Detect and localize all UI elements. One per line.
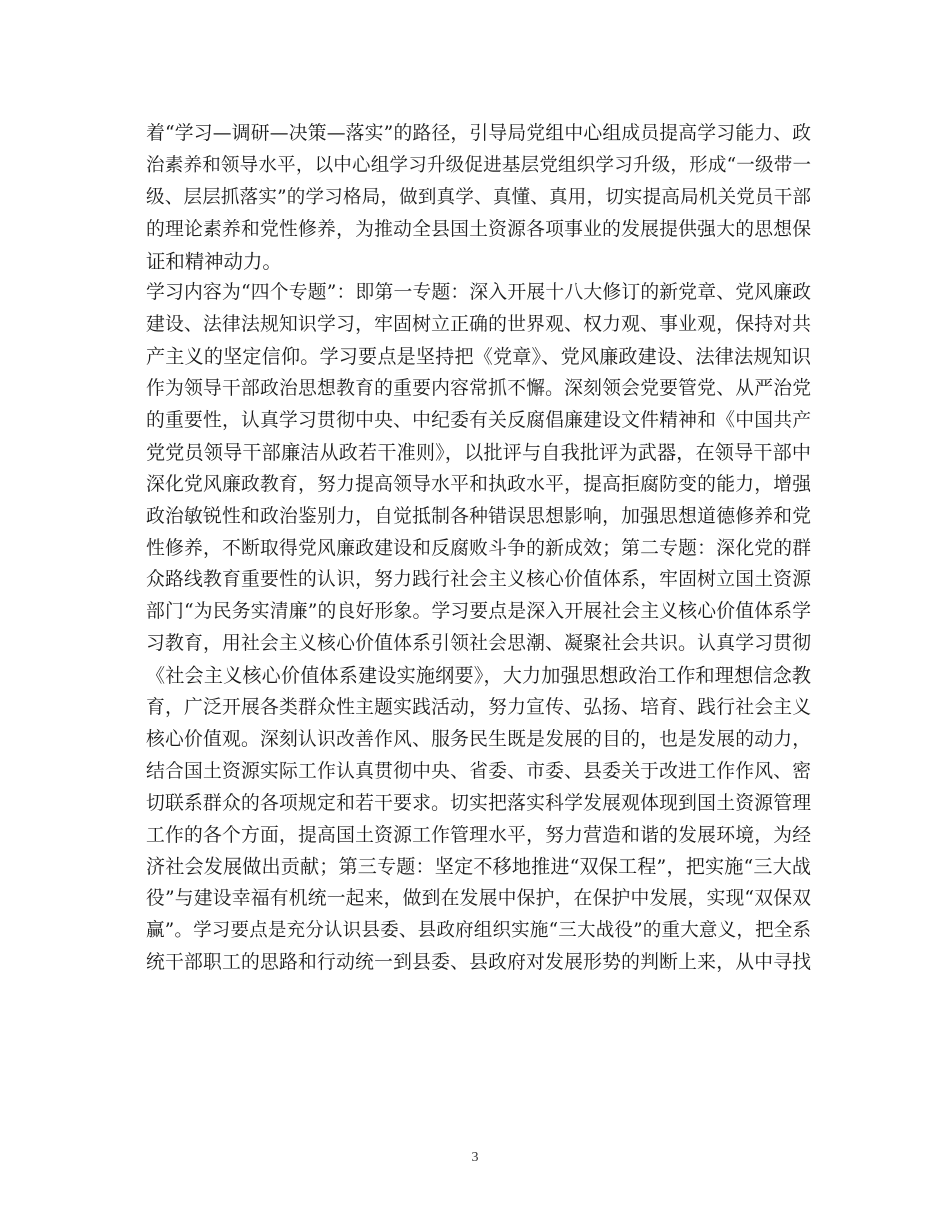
text-line: 育，广泛开展各类群众性主题实践活动，努力宣传、弘扬、培育、践行社会主义 bbox=[146, 697, 811, 719]
text-line: 作为领导干部政治思想教育的重要内容常抓不懈。深刻领会党要管党、从严治党 bbox=[146, 378, 811, 400]
text-line: 党党员领导干部廉洁从政若干准则》，以批评与自我批评为武器，在领导干部中 bbox=[146, 440, 811, 464]
text-line: 核心价值观。深刻认识改善作风、服务民生既是发展的目的，也是发展的动力， bbox=[146, 728, 811, 750]
text-line: 役”与建设幸福有机统一起来，做到在发展中保护，在保护中发展，实现“双保双 bbox=[146, 888, 811, 910]
text-line: 部门“为民务实清廉”的良好形象。学习要点是深入开展社会主义核心价值体系学 bbox=[146, 601, 811, 623]
text-line: 结合国土资源实际工作认真贯彻中央、省委、市委、县委关于改进工作作风、密 bbox=[146, 760, 811, 782]
text-line: 的理论素养和党性修养，为推动全县国土资源各项事业的发展提供强大的思想保 bbox=[146, 218, 811, 240]
text-line: 性修养，不断取得党风廉政建设和反腐败斗争的新成效；第二专题：深化党的群 bbox=[146, 537, 811, 559]
text-line: 习教育，用社会主义核心价值体系引领社会思潮、凝聚社会共识。认真学习贯彻 bbox=[146, 633, 811, 655]
text-line: 济社会发展做出贡献；第三专题：坚定不移地推进“双保工程”，把实施“三大战 bbox=[146, 855, 811, 879]
text-line: 学习内容为“四个专题”：即第一专题：深入开展十八大修订的新党章、党风廉政 bbox=[146, 282, 811, 304]
text-line: 工作的各个方面，提高国土资源工作管理水平，努力营造和谐的发展环境，为经 bbox=[146, 824, 811, 846]
text-line: 政治敏锐性和政治鉴别力，自觉抵制各种错误思想影响，加强思想道德修养和党 bbox=[146, 505, 811, 527]
text-line: 建设、法律法规知识学习，牢固树立正确的世界观、权力观、事业观，保持对共 bbox=[146, 314, 811, 336]
text-line: 深化党风廉政教育，努力提高领导水平和执政水平，提高拒腐防变的能力，增强 bbox=[146, 473, 811, 495]
body-text bbox=[146, 118, 811, 979]
page-number: 3 bbox=[471, 1150, 479, 1165]
text-line: 治素养和领导水平，以中心组学习升级促进基层党组织学习升级，形成“一级带一 bbox=[146, 154, 811, 176]
text-line: 切联系群众的各项规定和若干要求。切实把落实科学发展观体现到国土资源管理 bbox=[146, 792, 811, 814]
text-line: 着“学习—调研—决策—落实”的路径，引导局党组中心组成员提高学习能力、政 bbox=[146, 123, 811, 144]
text-line: 赢”。学习要点是充分认识县委、县政府组织实施“三大战役”的重大意义，把全系 bbox=[146, 920, 811, 942]
text-line: 统干部职工的思路和行动统一到县委、县政府对发展形势的判断上来，从中寻找 bbox=[146, 952, 811, 974]
text-line: 的重要性，认真学习贯彻中央、中纪委有关反腐倡廉建设文件精神和《中国共产 bbox=[146, 410, 811, 432]
text-line: 证和精神动力。 bbox=[146, 249, 282, 273]
text-line: 众路线教育重要性的认识，努力践行社会主义核心价值体系，牢固树立国土资源 bbox=[146, 569, 811, 591]
text-line: 产主义的坚定信仰。学习要点是坚持把《党章》、党风廉政建设、法律法规知识 bbox=[146, 345, 811, 369]
text-line: 《社会主义核心价值体系建设实施纲要》，大力加强思想政治工作和理想信念教 bbox=[146, 664, 811, 688]
text-line: 级、层层抓落实”的学习格局，做到真学、真懂、真用，切实提高局机关党员干部 bbox=[146, 186, 811, 208]
